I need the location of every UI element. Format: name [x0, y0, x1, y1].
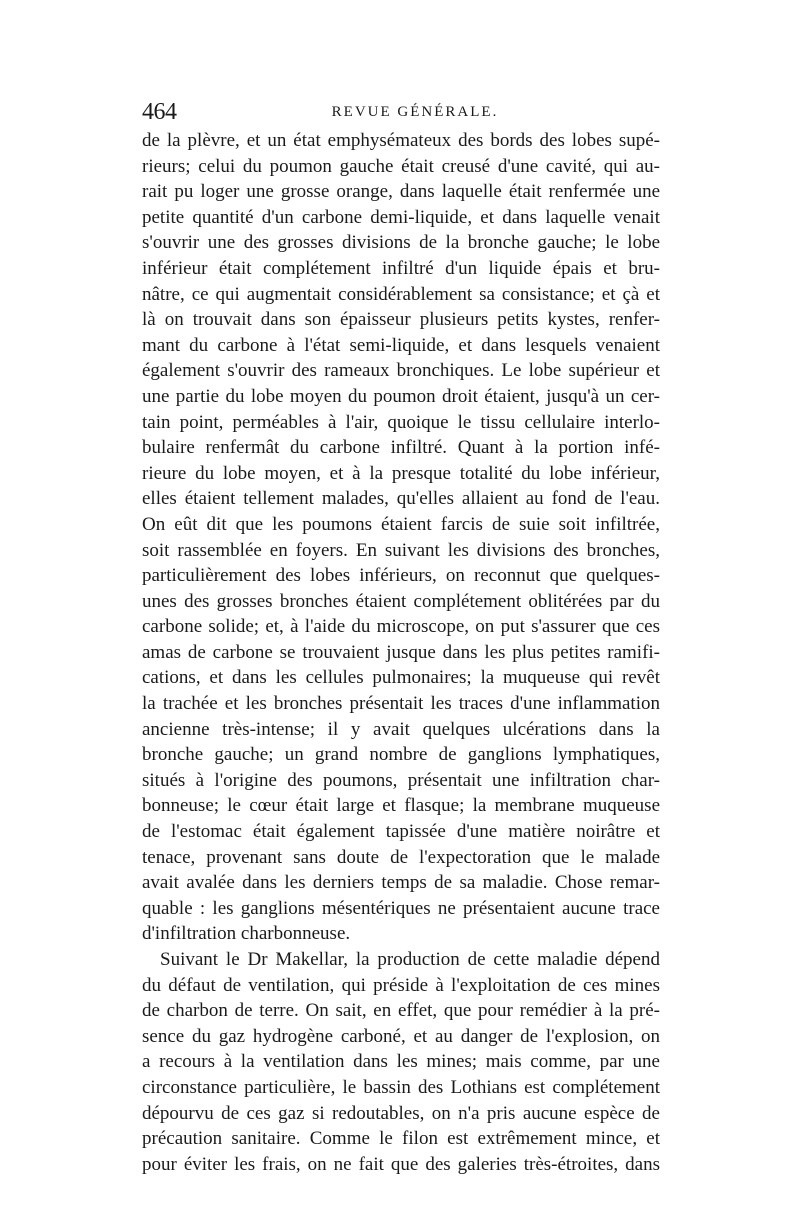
text-line: nâtre, ce qui augmentait considérablement sa consistance; et çà et [142, 283, 660, 305]
running-head [142, 97, 660, 127]
text-line: du défaut de ventilation, qui préside à l'exploitation de ces mines [142, 974, 660, 996]
text-line: d'infiltration charbonneuse. [142, 923, 351, 945]
text-line: amas de carbone se trouvaient jusque dans les plus petites ramifi- [142, 641, 660, 663]
text-line: précaution sanitaire. Comme le filon est extrêmement mince, et [142, 1128, 660, 1150]
text-line: soit rassemblée en foyers. En suivant les divisions des bronches, [142, 539, 660, 561]
text-line: une partie du lobe moyen du poumon droit étaient, jusqu'à un cer- [142, 385, 660, 407]
text-line: a recours à la ventilation dans les mines; mais comme, par une [142, 1051, 660, 1073]
text-line: On eût dit que les poumons étaient farcis de suie soit infiltrée, [142, 513, 660, 535]
text-line: s'ouvrir une des grosses divisions de la bronche gauche; le lobe [142, 232, 660, 254]
text-line: tain point, perméables à l'air, quoique le tissu cellulaire interlo- [142, 411, 660, 433]
text-line: cations, et dans les cellules pulmonaires; la muqueuse qui revêt [142, 667, 660, 689]
running-title: REVUE GÉNÉRALE. [331, 104, 499, 120]
text-line: également s'ouvrir des rameaux bronchiques. Le lobe supérieur et [142, 360, 660, 382]
text-line: tenace, provenant sans doute de l'expectoration que le malade [142, 846, 660, 868]
text-line: rieure du lobe moyen, et à la presque totalité du lobe inférieur, [142, 462, 660, 484]
text-line: bronche gauche; un grand nombre de ganglions lymphatiques, [142, 744, 660, 766]
text-line: pour éviter les frais, on ne fait que des galeries très-étroites, dans [142, 1153, 660, 1175]
text-line: sence du gaz hydrogène carboné, et au danger de l'explosion, on [142, 1025, 660, 1047]
text-line: ancienne très-intense; il y avait quelques ulcérations dans la [142, 718, 660, 740]
text-line: inférieur était complétement infiltré d'un liquide épais et bru- [142, 257, 660, 279]
text-line: la trachée et les bronches présentait les traces d'une inflammation [142, 693, 660, 715]
paragraph [142, 947, 660, 1177]
text-line: bonneuse; le cœur était large et flasque; la membrane muqueuse [142, 795, 660, 817]
text-line: particulièrement des lobes inférieurs, on reconnut que quelques- [142, 565, 660, 587]
text-line: de la plèvre, et un état emphysémateux des bords des lobes supé- [142, 130, 660, 151]
text-line: rait pu loger une grosse orange, dans laquelle était renfermée une [142, 181, 660, 203]
text-line: Suivant le Dr Makellar, la production de cette maladie dépend [160, 949, 660, 970]
text-line: quable : les ganglions mésentériques ne présentaient aucune trace [142, 897, 660, 919]
text-line: rieurs; celui du poumon gauche était creusé d'une cavité, qui au- [142, 155, 660, 177]
text-line: avait avalée dans les derniers temps de sa maladie. Chose remar- [142, 872, 660, 894]
text-line: de charbon de terre. On sait, en effet, que pour remédier à la pré- [142, 1000, 660, 1022]
body-text [142, 128, 660, 1177]
text-line: dépourvu de ces gaz si redoutables, on n'a pris aucune espèce de [142, 1102, 660, 1124]
text-line: petite quantité d'un carbone demi-liquide, et dans laquelle venait [142, 206, 660, 228]
text-line: là on trouvait dans son épaisseur plusieurs petits kystes, renfer- [142, 309, 660, 331]
text-line: de l'estomac était également tapissée d'une matière noirâtre et [142, 821, 660, 843]
text-line: elles étaient tellement malades, qu'elles allaient au fond de l'eau. [142, 488, 660, 510]
paragraph [142, 128, 660, 947]
text-line: unes des grosses bronches étaient complétement oblitérées par du [142, 590, 660, 612]
text-line: carbone solide; et, à l'aide du microscope, on put s'assurer que ces [142, 616, 660, 638]
page-number: 464 [142, 99, 177, 125]
text-line: situés à l'origine des poumons, présentait une infiltration char- [142, 769, 660, 791]
text-line: mant du carbone à l'état semi-liquide, et dans lesquels venaient [142, 334, 660, 356]
text-line: circonstance particulière, le bassin des Lothians est complétement [142, 1076, 660, 1098]
text-line: bulaire renfermât du carbone infiltré. Quant à la portion infé- [142, 437, 660, 459]
